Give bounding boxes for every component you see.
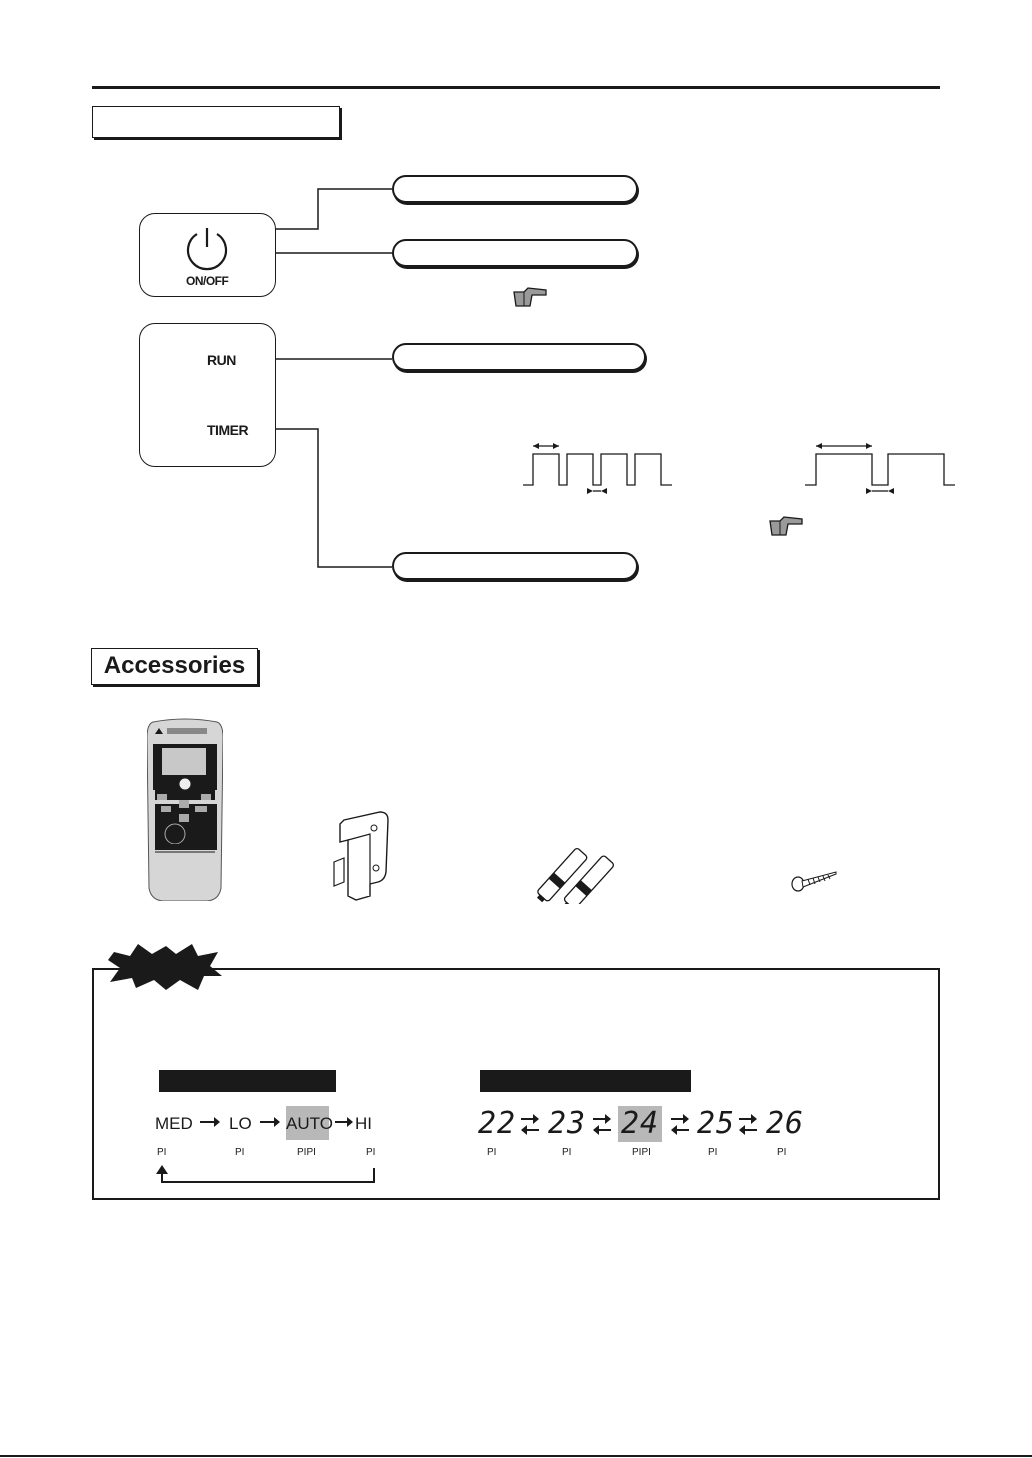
pulse-diagram-long <box>805 446 955 491</box>
remote-holder-image <box>330 810 398 902</box>
pulse-diagram-short <box>523 446 672 491</box>
fan-loop-arrow <box>150 1164 380 1186</box>
temp-beep-25: PI <box>708 1147 718 1158</box>
temp-beep-26: PI <box>777 1147 787 1158</box>
callout-pill-2 <box>392 239 638 267</box>
fan-step-med: MED <box>155 1114 193 1133</box>
callout-pill-3 <box>392 343 646 371</box>
accessories-heading: Accessories <box>91 648 258 685</box>
fan-step-hi: HI <box>355 1114 372 1133</box>
onoff-label: ON/OFF <box>186 274 229 288</box>
temp-beep-22: PI <box>487 1147 497 1158</box>
temperature-bar <box>480 1070 691 1092</box>
fan-arrows <box>190 1112 370 1132</box>
fan-beep-lo: PI <box>235 1147 245 1158</box>
temp-step-22: 22 <box>478 1106 517 1141</box>
fan-beep-hi: PI <box>366 1147 376 1158</box>
pointing-hand-icon <box>512 286 548 310</box>
temp-step-24: 24 <box>618 1106 662 1142</box>
timer-label: TIMER <box>207 422 249 438</box>
callout-pill-4 <box>392 552 638 580</box>
remote-control-image <box>147 718 223 901</box>
fan-step-lo: LO <box>229 1114 252 1133</box>
fan-beep-auto: PIPI <box>297 1147 316 1158</box>
fan-step-auto: AUTO <box>286 1106 329 1140</box>
temp-step-23: 23 <box>548 1106 587 1141</box>
run-label: RUN <box>207 352 236 368</box>
temp-beep-24: PIPI <box>632 1147 651 1158</box>
temp-step-26: 26 <box>766 1106 805 1141</box>
fan-speed-bar <box>159 1070 336 1092</box>
bottom-rule <box>0 1455 1032 1457</box>
indicator-panel <box>139 323 276 467</box>
temp-beep-23: PI <box>562 1147 572 1158</box>
callout-pill-1 <box>392 175 638 203</box>
power-icon <box>183 225 231 273</box>
batteries-image <box>530 838 622 904</box>
screw-image <box>790 866 840 894</box>
pointing-hand-icon <box>768 515 804 539</box>
starburst-badge <box>106 942 224 992</box>
temp-step-25: 25 <box>697 1106 736 1141</box>
onoff-panel <box>139 213 276 297</box>
temp-arrows <box>515 1112 765 1140</box>
fan-beep-med: PI <box>157 1147 167 1158</box>
